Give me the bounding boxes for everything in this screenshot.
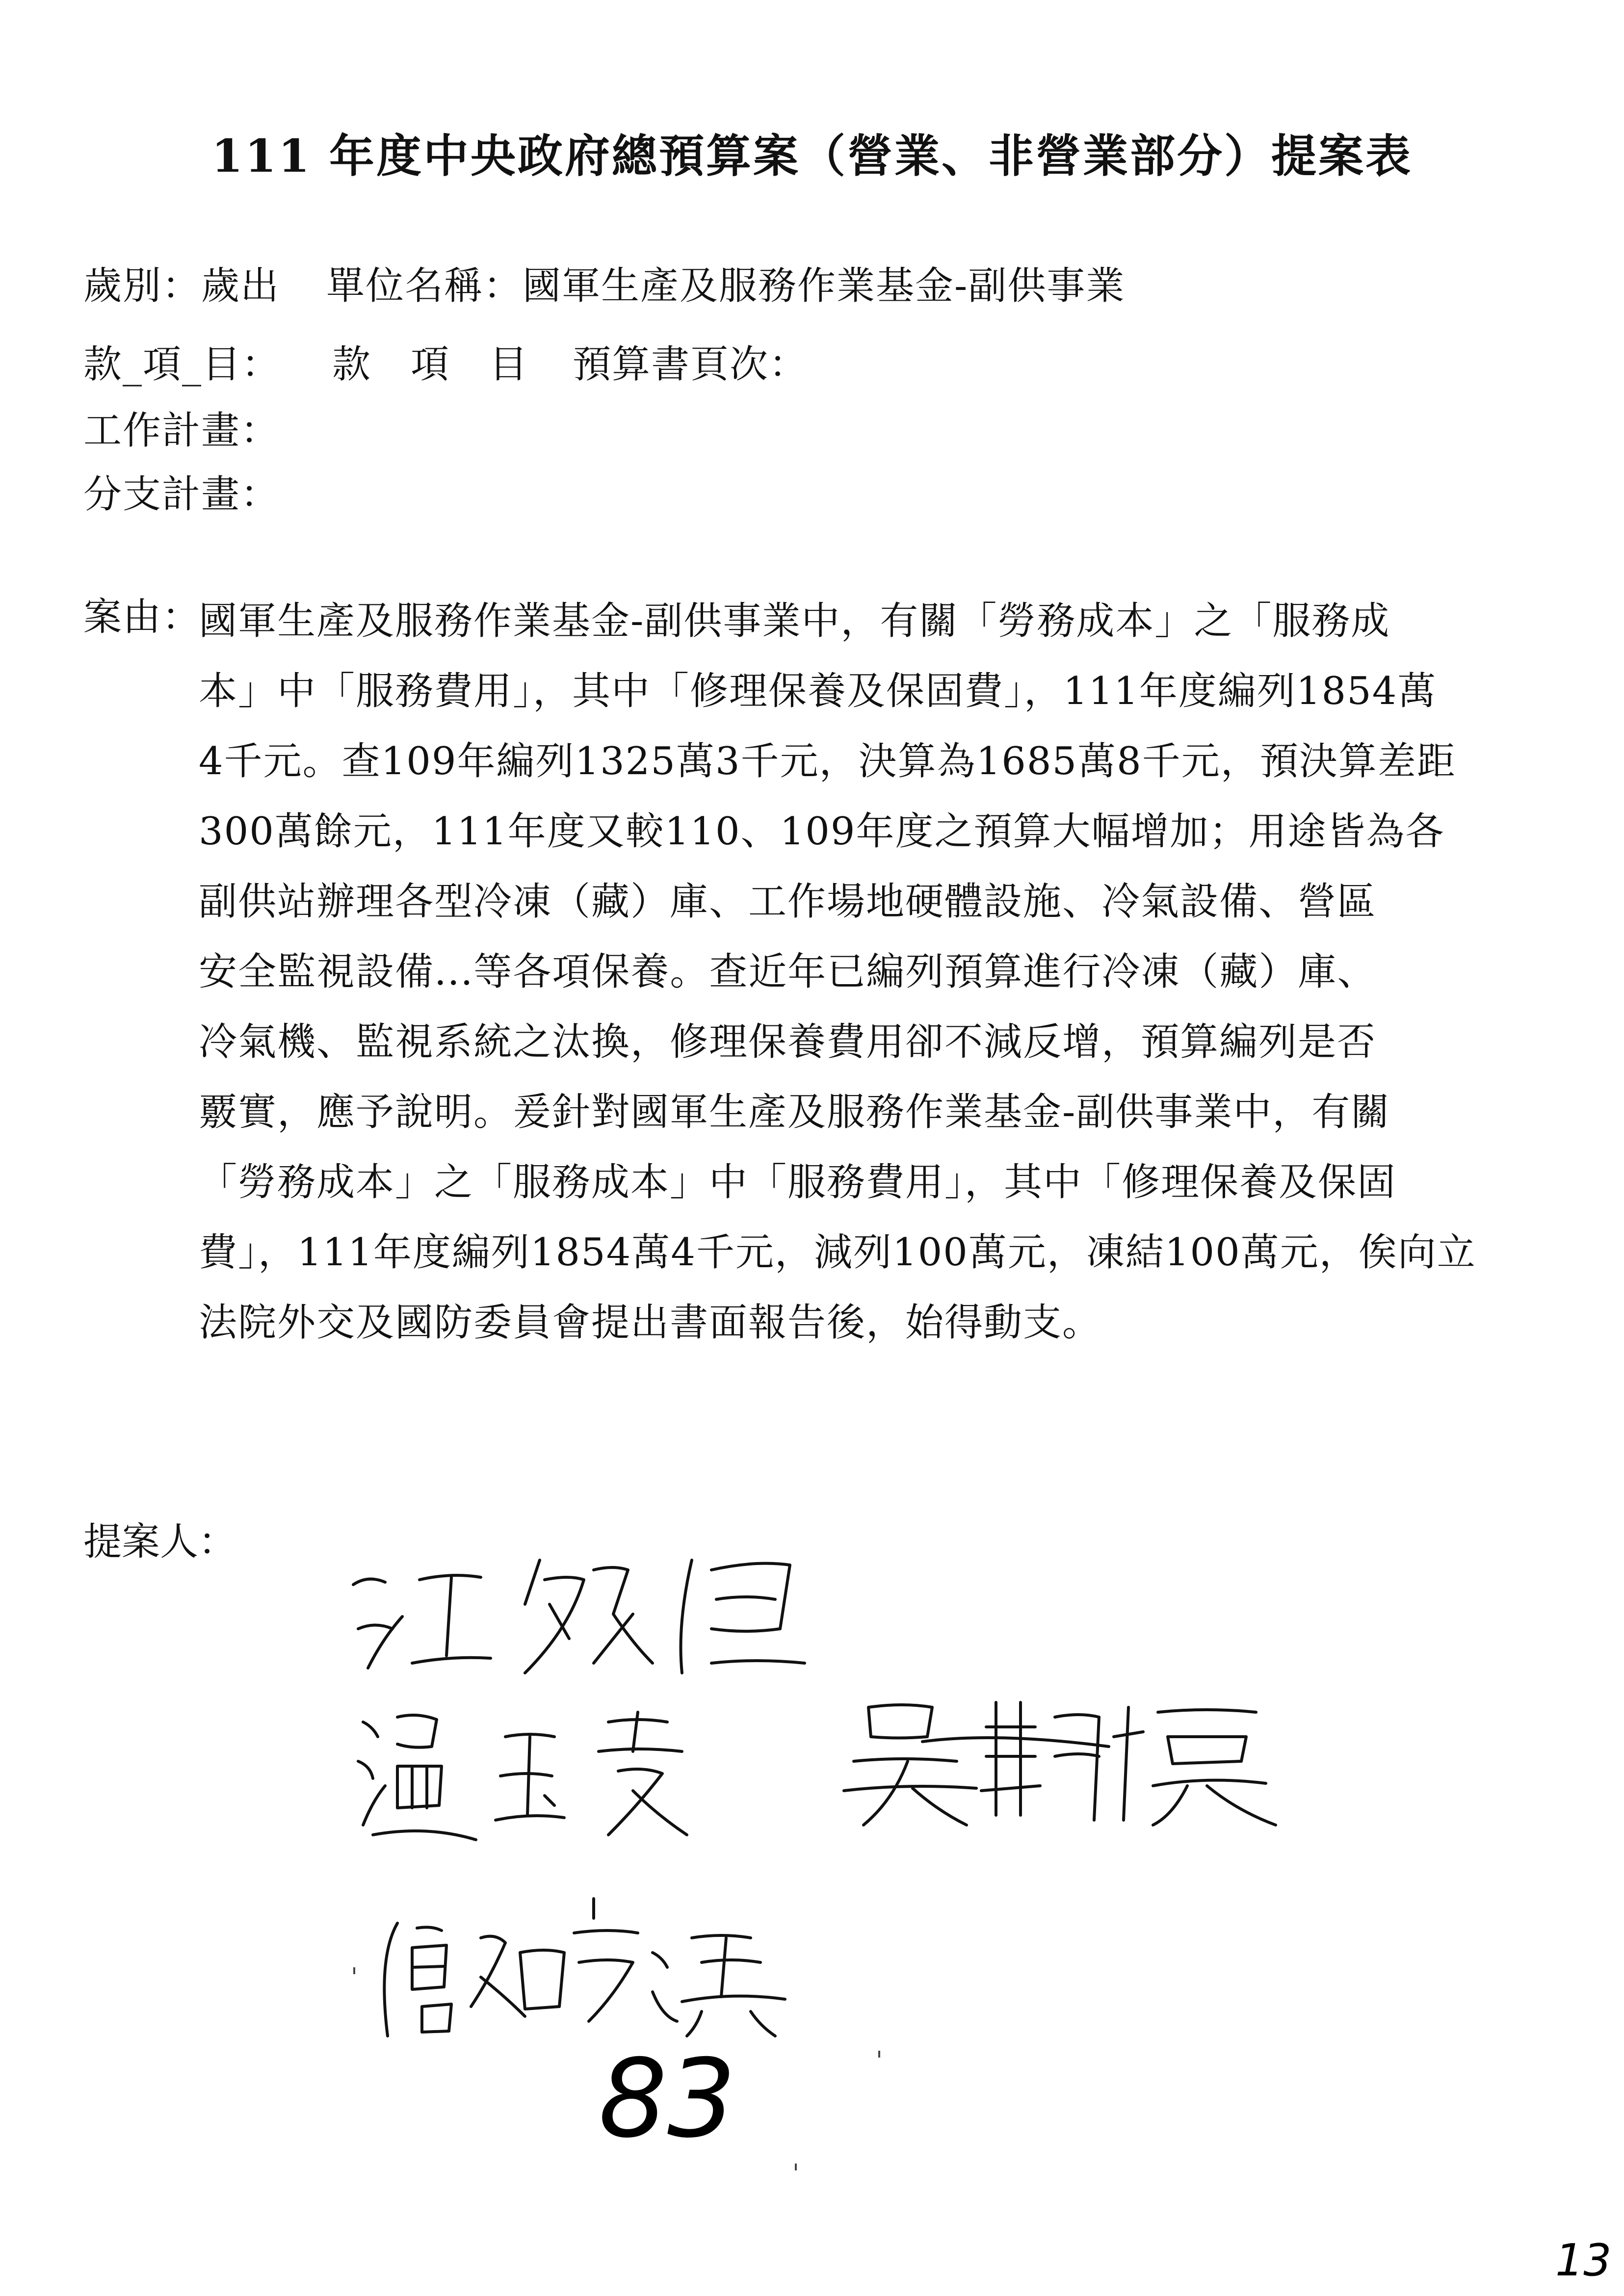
reason-line: 冷氣機、監視系統之汰換，修理保養費用卻不減反增，預算編列是否 xyxy=(199,1020,1377,1064)
reason-label: 案由： xyxy=(83,595,202,639)
handwritten-number: 83 xyxy=(599,2036,736,2162)
reason-line: 副供站辦理各型冷凍（藏）庫、工作場地硬體設施、冷氣設備、營區 xyxy=(199,880,1377,924)
category-value: 歲出 xyxy=(201,264,280,308)
proposer-label: 提案人： xyxy=(83,1520,237,1564)
scan-speck xyxy=(795,2164,797,2170)
item-row xyxy=(83,334,808,389)
reason-line: 覈實，應予說明。爰針對國軍生產及服務作業基金-副供事業中，有關 xyxy=(199,1090,1390,1134)
signature-tseng-ming-tsung xyxy=(358,1879,800,2046)
signature-wu-szu-huai xyxy=(834,1678,1285,1835)
item-value: 款 項 目 xyxy=(332,342,529,387)
signature-wen-yu-hsia xyxy=(343,1693,810,1850)
category-label: 歲別： xyxy=(83,264,202,308)
item-label: 款_項_目： xyxy=(83,342,281,387)
reason-line: 本」中「服務費用」，其中「修理保養及保固費」，111年度編列1854萬 xyxy=(199,669,1437,713)
reason-body xyxy=(199,586,1533,1358)
page-number: 13 xyxy=(1555,2235,1612,2286)
document-title: 111 年度中央政府總預算案（營業、非營業部分）提案表 xyxy=(211,130,1413,183)
reason-line: 4千元。查109年編列1325萬3千元，決算為1685萬8千元，預決算差距 xyxy=(199,739,1456,783)
reason-line: 法院外交及國防委員會提出書面報告後，始得動支。 xyxy=(199,1301,1102,1345)
reason-line: 國軍生產及服務作業基金-副供事業中，有關「勞務成本」之「服務成 xyxy=(199,599,1390,643)
unit-label: 單位名稱： xyxy=(326,264,523,308)
reason-line: 費」，111年度編列1854萬4千元，減列100萬元，凍結100萬元，俟向立 xyxy=(199,1230,1476,1275)
branch-plan-label: 分支計畫： xyxy=(83,472,280,517)
scan-speck xyxy=(353,1967,355,1974)
reason-line: 「勞務成本」之「服務成本」中「服務費用」，其中「修理保養及保固 xyxy=(199,1160,1397,1204)
category-row xyxy=(83,255,1125,310)
unit-value: 國軍生產及服務作業基金-副供事業 xyxy=(523,264,1126,308)
reason-line: 300萬餘元，111年度又較110、109年度之預算大幅增加；用途皆為各 xyxy=(199,809,1445,854)
signature-jiang-chi-chen xyxy=(339,1516,829,1678)
scan-speck xyxy=(878,2051,880,2058)
reason-line: 安全監視設備...等各項保養。查近年已編列預算進行冷凍（藏）庫、 xyxy=(199,950,1377,994)
work-plan-label: 工作計畫： xyxy=(83,409,280,453)
page-ref-label: 預算書頁次： xyxy=(573,342,809,387)
